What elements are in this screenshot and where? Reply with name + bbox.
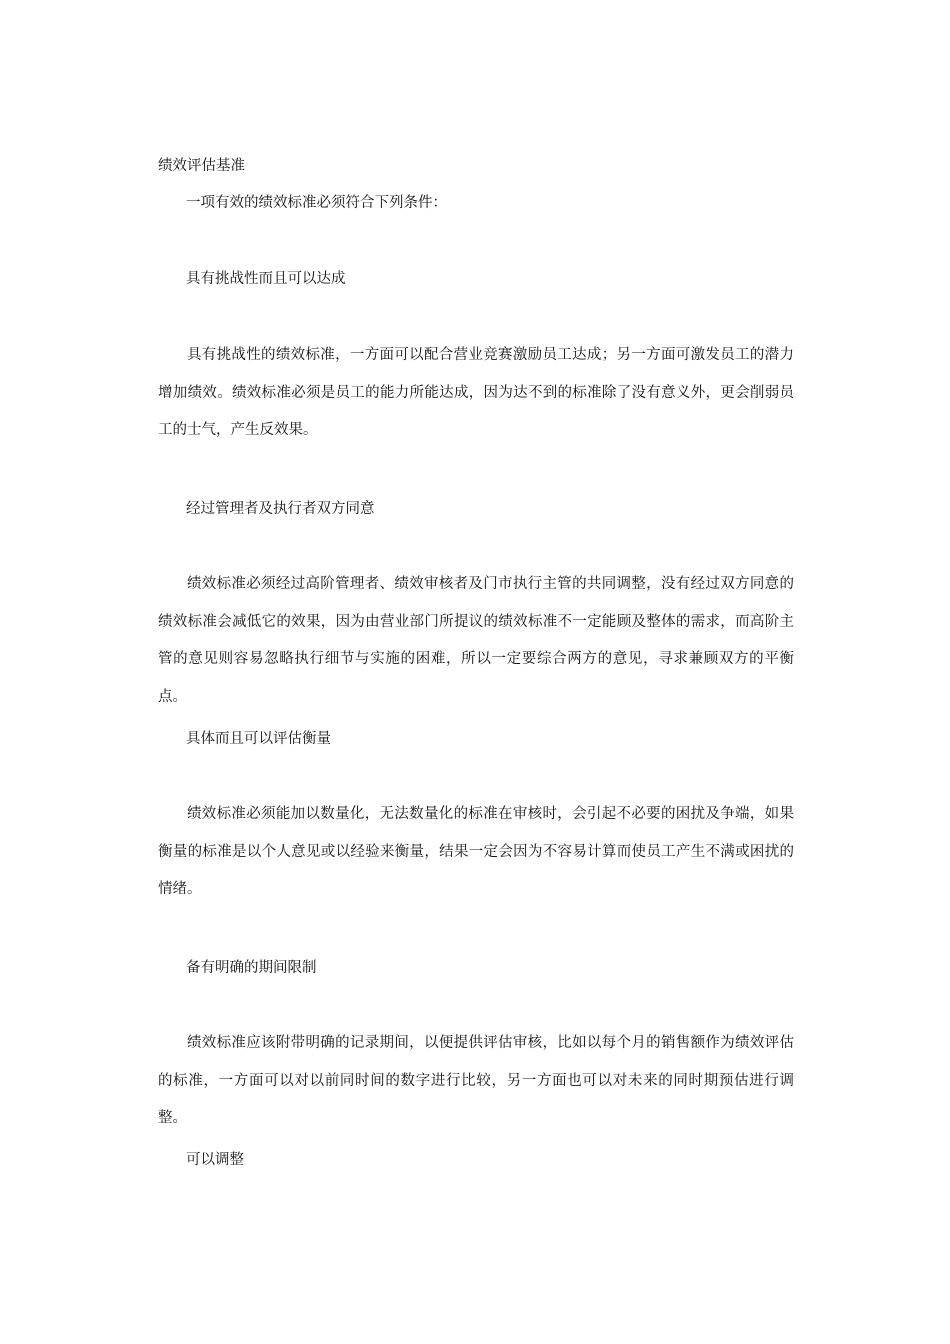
section-heading-time-limit: 备有明确的期间限制	[186, 960, 317, 976]
section-heading-adjustable: 可以调整	[186, 1152, 244, 1168]
section-body-measurable: 绩效标准必须能加以数量化，无法数量化的标准在审核时，会引起不必要的困扰及争端，如果衡量的标准是以个人意见或以经验来衡量，结果一定会因为不容易计算而使员工产生不满或困扰的情绪。	[158, 806, 794, 897]
section-body-time-limit: 绩效标准应该附带明确的记录期间，以便提供评估审核，比如以每个月的销售额作为绩效评估的标准，一方面可以对以前同时间的数字进行比较，另一方面也可以对未来的同时期预估进行调整。	[158, 1035, 794, 1126]
section-body-agreement: 绩效标准必须经过高阶管理者、绩效审核者及门市执行主管的共同调整，没有经过双方同意的绩效标准会减低它的效果，因为由营业部门所提议的绩效标准不一定能顾及整体的需求，而高阶主管的意见则容易忽略执行细节与实施的困难，所以一定要综合两方的意见，寻求兼顾双方的平衡点。	[158, 576, 794, 705]
section-body-challenging: 具有挑战性的绩效标准，一方面可以配合营业竞赛激励员工达成；另一方面可激发员工的潜力增加绩效。绩效标准必须是员工的能力所能达成，因为达不到的标准除了没有意义外，更会削弱员工的士气，产生反效果。	[158, 347, 794, 438]
section-heading-agreement: 经过管理者及执行者双方同意	[186, 501, 375, 517]
section-heading-challenging: 具有挑战性而且可以达成	[186, 271, 346, 287]
section-heading-measurable: 具体而且可以评估衡量	[186, 731, 331, 747]
document-title: 绩效评估基准	[158, 158, 245, 174]
intro-text: 一项有效的绩效标准必须符合下列条件：	[186, 195, 447, 211]
